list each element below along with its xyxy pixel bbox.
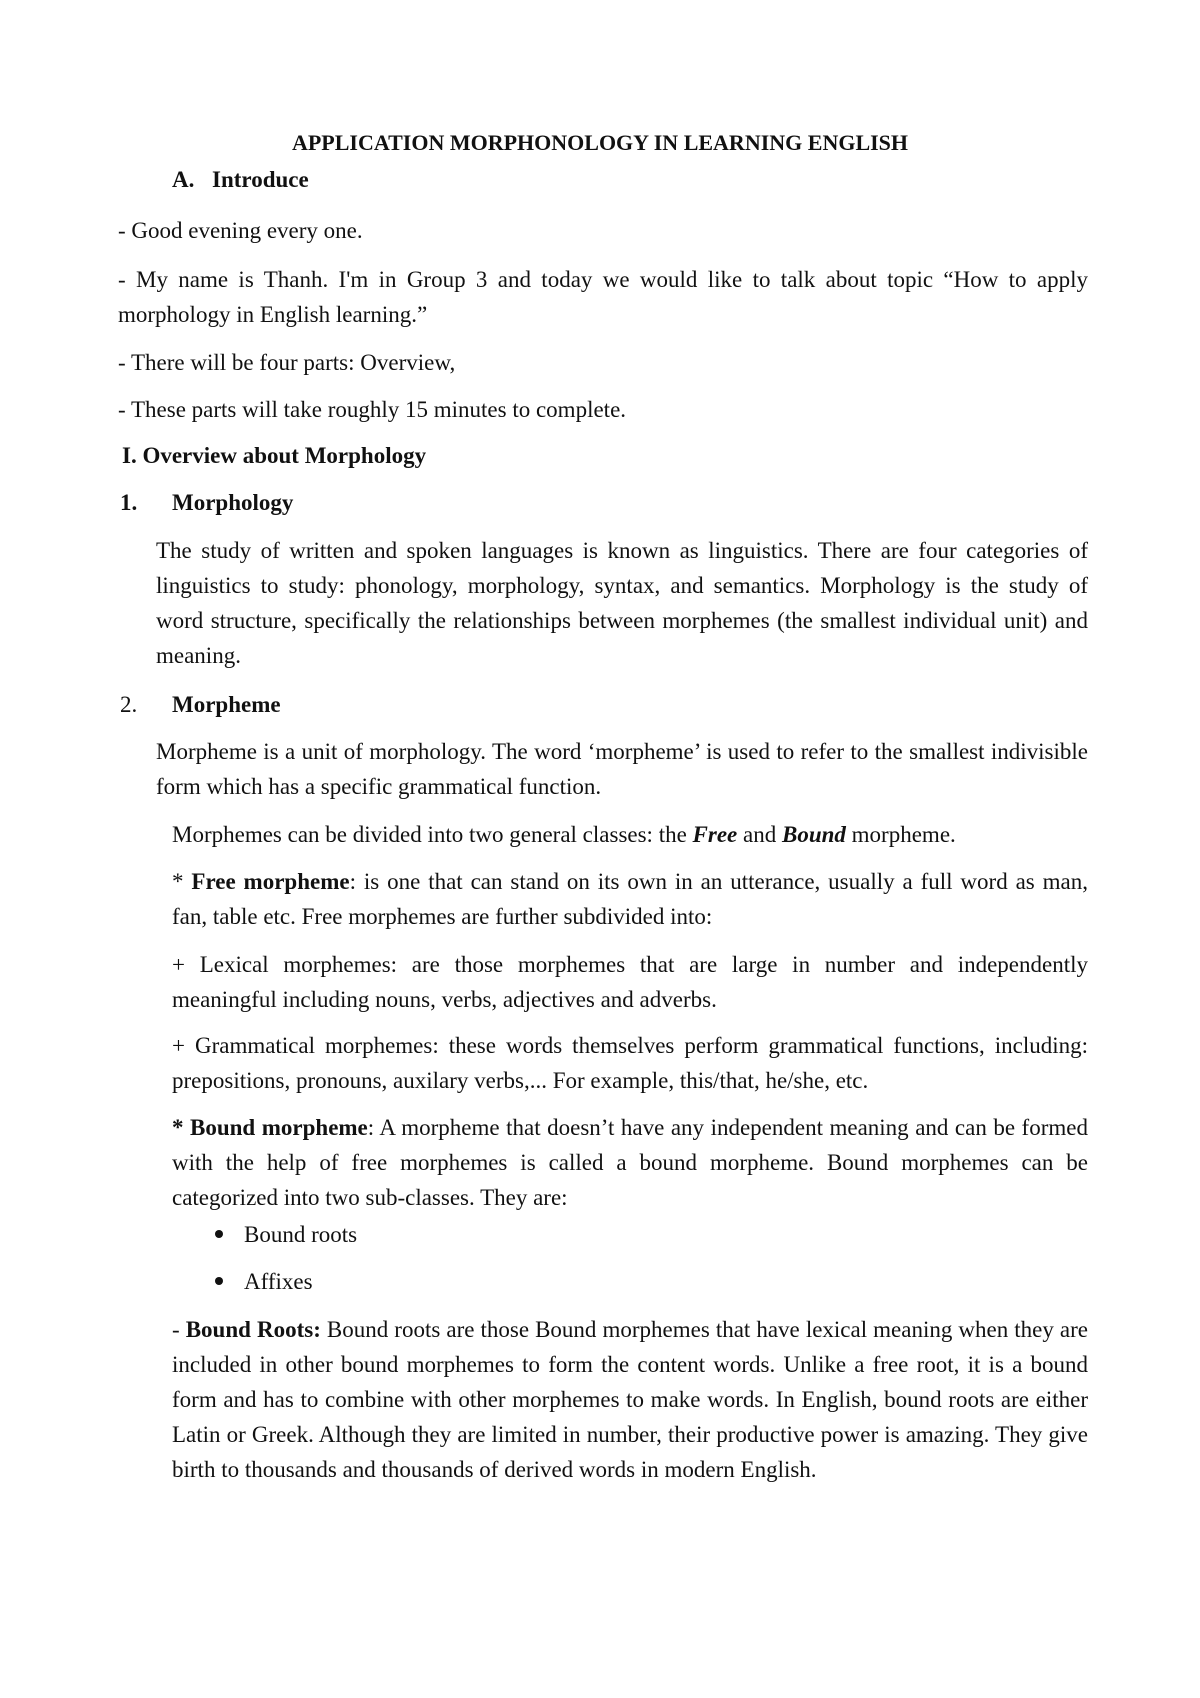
bullet-item-affixes: Affixes — [244, 1269, 313, 1294]
bound-term: Bound — [781, 822, 846, 847]
free-morpheme-term: Free morpheme — [191, 869, 350, 894]
bound-roots-term: Bound Roots: — [185, 1317, 321, 1342]
bound-morpheme-text: : A morpheme that doesn’t have any independent meaning and can be formed with the help of free morphemes is called a bound morpheme. Bound morphemes can be categorized into two sub-classes. They are: — [172, 1115, 1088, 1210]
intro-line-2: - My name is Thanh. I'm in Group 3 and today we would like to talk about topic “How to apply morphology in English learning.” — [118, 267, 1088, 327]
morphology-paragraph: The study of written and spoken languages is known as linguistics. There are four categories of linguistics to study: phonology, morphology, syntax, and semantics. Morphology is the study of word structure, specifically the relationships between morphemes (the smallest individual unit) and meaning. — [156, 538, 1088, 668]
morpheme-paragraph: Morpheme is a unit of morphology. The word ‘morpheme’ is used to refer to the smallest indivisible form which has a specific grammatical function. — [156, 739, 1088, 799]
subsection-1-number: 1. — [120, 490, 138, 515]
bound-roots-paragraph — [172, 1312, 1088, 1487]
intro-line-3: - There will be four parts: Overview, — [118, 350, 456, 375]
bound-morpheme-paragraph — [172, 1110, 1088, 1215]
lexical-morphemes-paragraph: + Lexical morphemes: are those morphemes that are large in number and independently meaningful including nouns, verbs, adjectives and adverbs. — [172, 952, 1088, 1012]
bound-roots-prefix: - — [172, 1317, 186, 1342]
bullet-item-bound-roots: Bound roots — [244, 1222, 358, 1247]
morpheme-classes-line — [172, 817, 1088, 852]
intro-line-1: - Good evening every one. — [118, 218, 363, 243]
section-a-label: A. — [172, 167, 195, 192]
subsection-2-number: 2. — [120, 692, 138, 717]
bound-morpheme-term: * Bound morpheme — [172, 1115, 368, 1140]
section-a-heading: Introduce — [212, 167, 309, 192]
classes-after-text: morpheme. — [845, 822, 956, 847]
classes-and-text: and — [737, 822, 782, 847]
free-morpheme-text: : is one that can stand on its own in an utterance, usually a full word as man, fan, table etc. Free morphemes are further subdivided into: — [172, 869, 1088, 929]
classes-before-text: Morphemes can be divided into two general classes: the — [172, 822, 693, 847]
grammatical-morphemes-paragraph: + Grammatical morphemes: these words themselves perform grammatical functions, including: prepositions, pronouns, auxilary verbs,... For example, this/that, he/she, etc. — [172, 1033, 1088, 1093]
bound-roots-text: Bound roots are those Bound morphemes that have lexical meaning when they are included in other bound morphemes to form the content words. Unlike a free root, it is a bound form and has to combine with other morphemes to make words. In English, bound roots are either Latin or Greek. Although they are limited in number, their productive power is amazing. They give birth to thousands and thousands of derived words in modern English. — [172, 1317, 1088, 1482]
free-morpheme-prefix: * — [172, 869, 192, 894]
free-term: Free — [692, 822, 738, 847]
section-overview-heading: I. Overview about Morphology — [122, 443, 427, 468]
intro-line-4: - These parts will take roughly 15 minutes to complete. — [118, 397, 627, 422]
subsection-1-heading: Morphology — [172, 490, 294, 515]
document-title: APPLICATION MORPHONOLOGY IN LEARNING ENGLISH — [291, 130, 909, 155]
bullet-dot — [215, 1277, 223, 1285]
free-morpheme-paragraph — [172, 864, 1088, 934]
bullet-dot — [215, 1230, 223, 1238]
subsection-2-heading: Morpheme — [172, 692, 281, 717]
